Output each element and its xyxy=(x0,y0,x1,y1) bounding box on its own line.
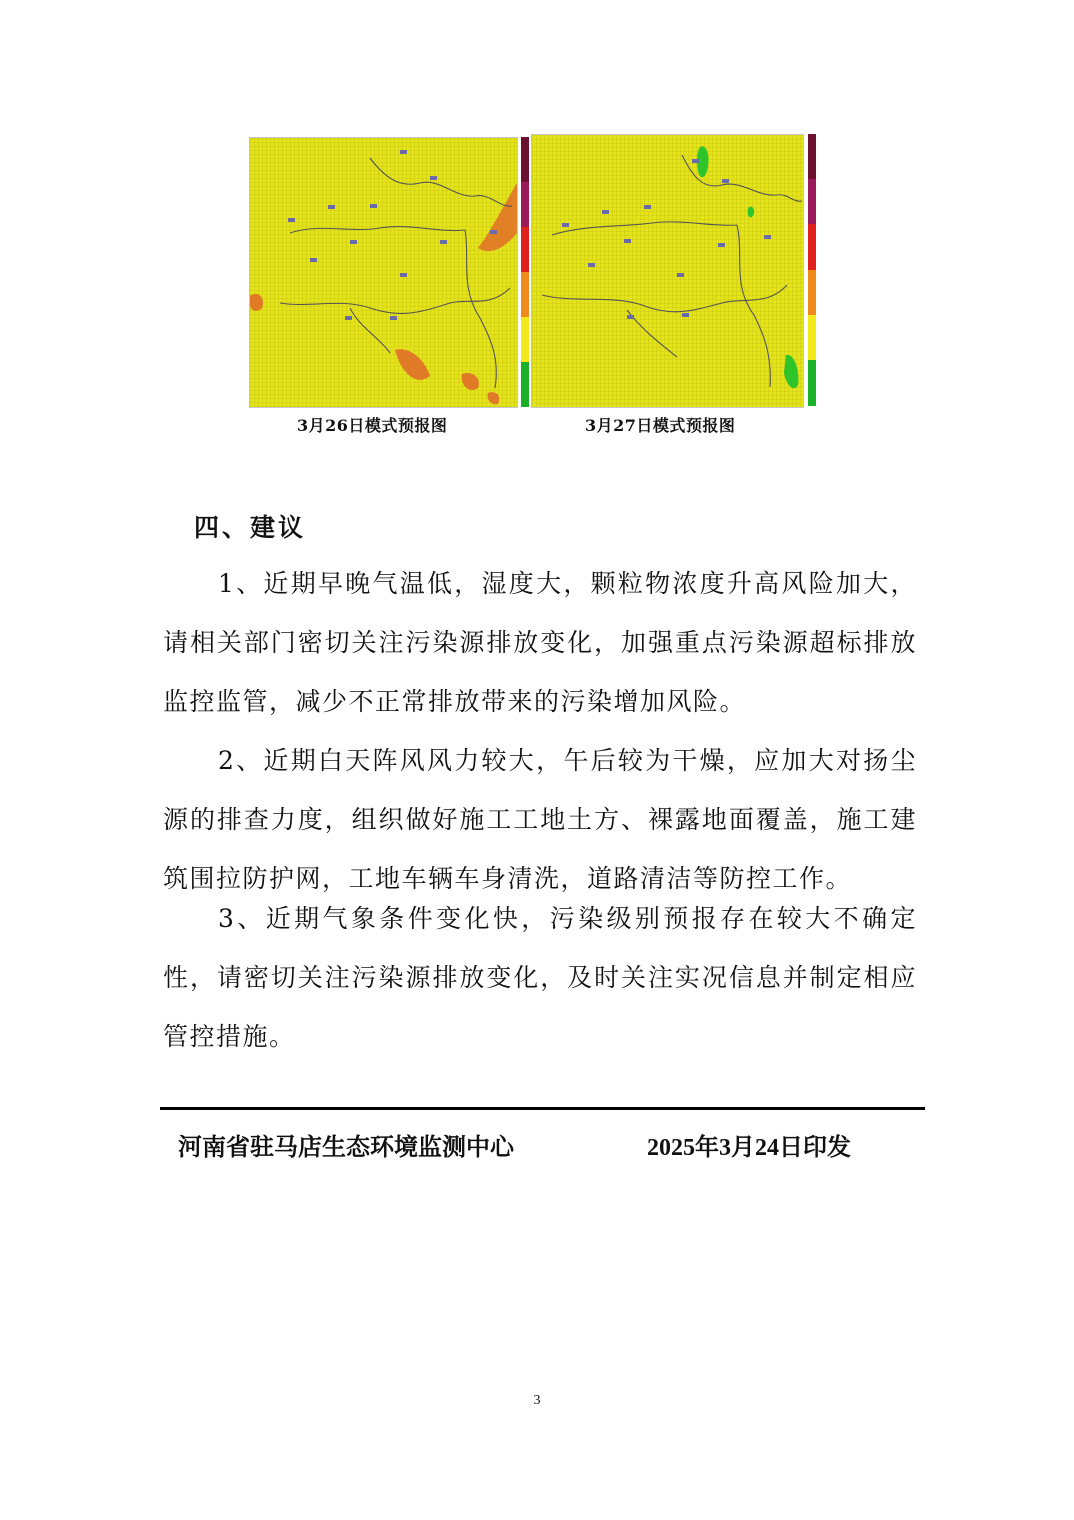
forecast-map-left-image xyxy=(250,138,517,407)
legend-swatch xyxy=(808,134,816,179)
forecast-map-left xyxy=(249,137,518,408)
legend-swatch xyxy=(521,317,529,362)
issue-date: 2025年3月24日印发 xyxy=(647,1135,851,1161)
legend-right xyxy=(808,134,816,406)
forecast-map-right-image xyxy=(532,135,803,407)
legend-swatch xyxy=(521,362,529,407)
legend-left xyxy=(521,137,529,407)
forecast-map-right xyxy=(531,134,804,408)
section-heading: 四、建议 xyxy=(194,513,307,542)
legend-swatch xyxy=(521,227,529,272)
paragraph-2: 2、近期白天阵风风力较大，午后较为干燥，应加大对扬尘源的排查力度，组织做好施工工地土方、裸露地面覆盖，施工建筑围拉防护网，工地车辆车身清洗，道路清洁等防控工作。 xyxy=(163,746,917,893)
footer-divider xyxy=(160,1107,925,1110)
legend-swatch xyxy=(521,137,529,182)
paragraph-1: 1、近期早晚气温低，湿度大，颗粒物浓度升高风险加大，请相关部门密切关注污染源排放变化，加强重点污染源超标排放监控监管，减少不正常排放带来的污染增加风险。 xyxy=(163,569,917,716)
page-number: 3 xyxy=(533,1393,541,1408)
figure-caption-left: 3月26日模式预报图 xyxy=(297,416,448,435)
legend-swatch xyxy=(808,270,816,315)
legend-swatch xyxy=(808,224,816,270)
paragraph-3: 3、近期气象条件变化快，污染级别预报存在较大不确定性，请密切关注污染源排放变化，及时关注实况信息并制定相应管控措施。 xyxy=(163,904,917,1051)
legend-swatch xyxy=(808,360,816,406)
legend-swatch xyxy=(808,179,816,224)
legend-swatch xyxy=(521,272,529,317)
legend-swatch xyxy=(808,315,816,360)
issuer-name: 河南省驻马店生态环境监测中心 xyxy=(178,1135,514,1161)
figure-caption-right: 3月27日模式预报图 xyxy=(585,416,736,435)
legend-swatch xyxy=(521,182,529,227)
